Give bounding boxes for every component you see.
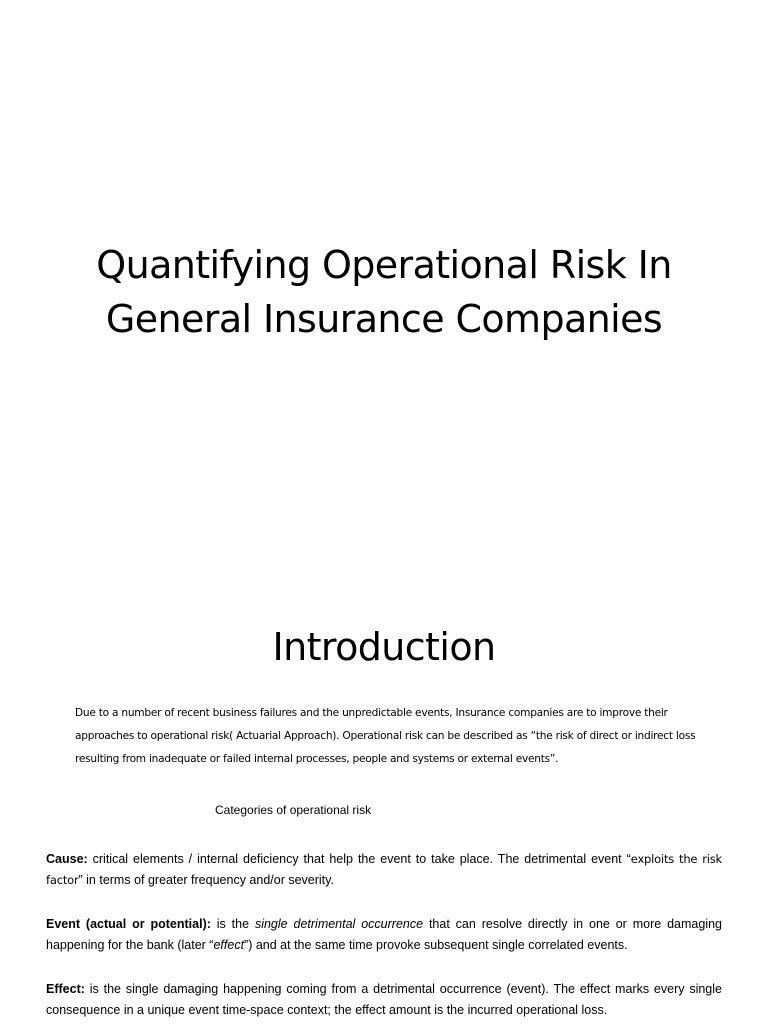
definition-cause: [46, 849, 722, 891]
definition-effect-term: Effect:: [46, 982, 85, 996]
definition-event-text-b: that can resolve directly in one or more damaging happening for the bank (later “: [46, 917, 722, 952]
definition-cause-text-b: in terms of greater frequency and/or severity.: [82, 873, 334, 887]
introduction-paragraph: Due to a number of recent business failures and the unpredictable events, Insurance companies are to improve their approaches to operational risk( Actuarial Approach). Operational risk can be described as “the risk of direct or indirect loss resulting from inadequate or failed internal processes, people and systems or external events”.: [75, 707, 696, 765]
definition-event-emphasis-2: effect: [213, 938, 245, 952]
definition-effect-text: is the single damaging happening coming from a detrimental occurrence (event). The effect marks every single consequence in a unique event time-space context; the effect amount is the incurred operational loss.: [46, 982, 722, 1017]
definition-cause-emphasis: exploits the risk factor: [46, 852, 722, 887]
definition-cause-quote-close: ”: [78, 873, 83, 887]
definition-event-term: Event (actual or potential):: [46, 917, 211, 931]
definition-effect: [46, 979, 722, 1021]
definition-event-text-a: is the: [210, 917, 255, 931]
definition-event-text-c: ”) and at the same time provoke subsequent single correlated events.: [244, 938, 628, 952]
document-title-line-2: General Insurance Companies: [105, 297, 663, 341]
definition-event: [46, 914, 722, 956]
definition-cause-quote-open: “: [626, 852, 631, 866]
definition-cause-text-a: critical elements / internal deficiency that help the event to take place. The detrimental event: [87, 852, 627, 866]
categories-label: Categories of operational risk: [215, 803, 372, 817]
document-title: [0, 238, 768, 346]
definition-cause-term: Cause:: [46, 852, 88, 866]
document-title-line-1: Quantifying Operational Risk In: [96, 243, 672, 287]
introduction-heading: Introduction: [272, 625, 496, 669]
definition-event-emphasis-1: single detrimental occurrence: [254, 917, 424, 931]
